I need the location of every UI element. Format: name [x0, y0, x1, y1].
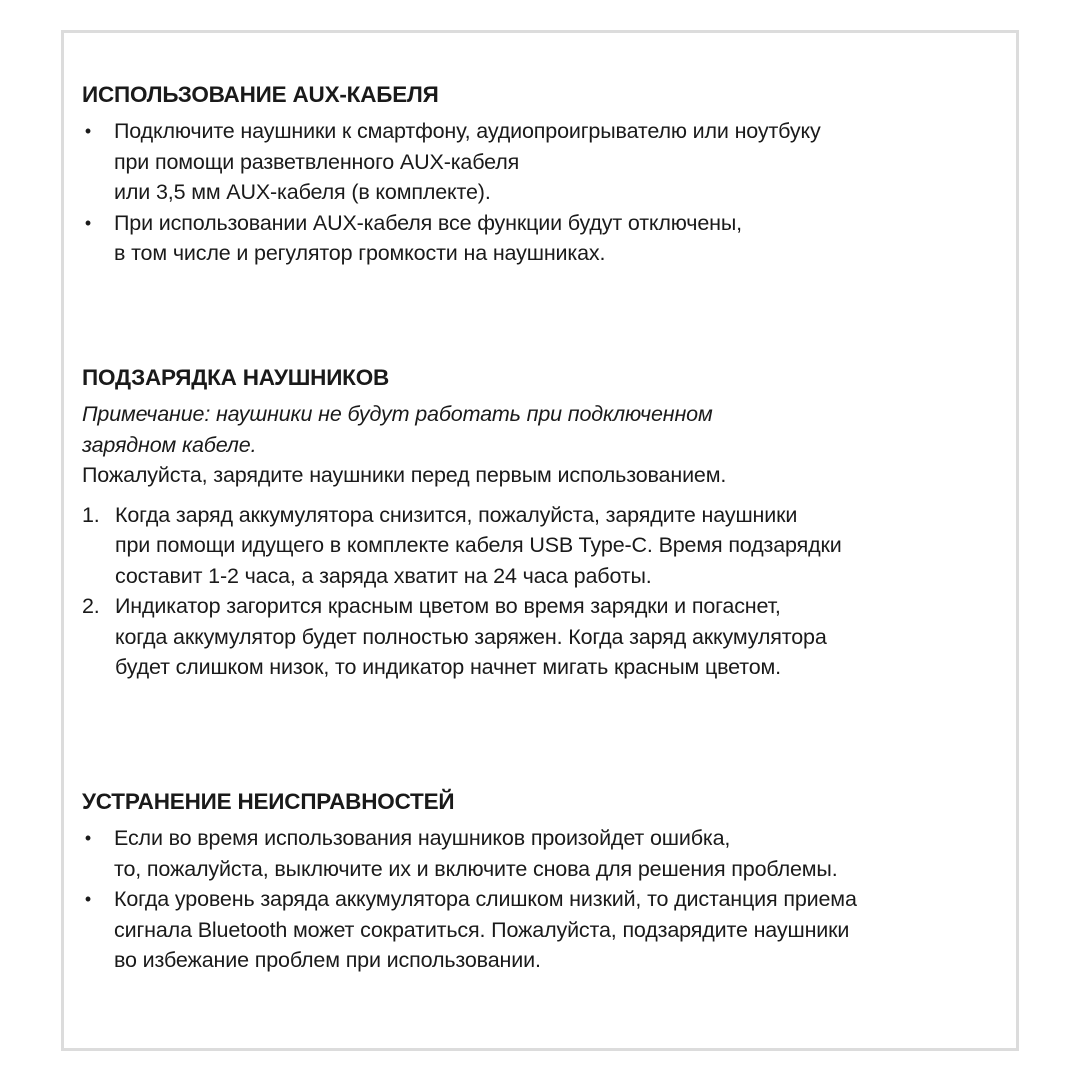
bullet-icon: •: [84, 121, 92, 141]
manual-page-frame: [61, 30, 1019, 1051]
text-line: сигнала Bluetooth может сократиться. Пожалуйста, подзарядите наушники: [114, 917, 850, 942]
list-item: [82, 591, 996, 683]
numbered-list: [82, 500, 996, 683]
text-line: когда аккумулятор будет полностью заряжен. Когда заряд аккумулятора: [115, 624, 827, 649]
list-item: [82, 823, 996, 884]
text-line: будет слишком низок, то индикатор начнет мигать красным цветом.: [115, 655, 781, 679]
text-line: Примечание: наушники не будут работать при подключенном: [82, 402, 713, 426]
bullet-list: [82, 116, 996, 269]
text-line: При использовании AUX-кабеля все функции будут отключены,: [114, 210, 743, 235]
item-number: 1.: [82, 502, 100, 527]
text-line: составит 1-2 часа, а заряда хватит на 24 часа работы.: [115, 563, 652, 588]
list-item: [82, 116, 996, 208]
text-line: Индикатор загорится красным цветом во время зарядки и погаснет,: [115, 594, 781, 618]
section-aux-cable: [82, 80, 996, 269]
item-number: 2.: [82, 594, 100, 618]
text-line: то, пожалуйста, выключите их и включите снова для решения проблемы.: [114, 856, 838, 881]
text-line: Когда заряд аккумулятора снизится, пожалуйста, зарядите наушники: [115, 502, 798, 527]
section-heading: ИСПОЛЬЗОВАНИЕ AUX-КАБЕЛЯ: [82, 82, 439, 107]
section-heading: УСТРАНЕНИЕ НЕИСПРАВНОСТЕЙ: [82, 789, 455, 814]
section-heading: ПОДЗАРЯДКА НАУШНИКОВ: [82, 365, 390, 390]
section-troubleshooting: [82, 787, 996, 976]
text-line: Если во время использования наушников произойдет ошибка,: [114, 826, 731, 850]
list-item: [82, 884, 996, 976]
bullet-icon: •: [84, 889, 92, 909]
section-charging: [82, 363, 996, 683]
text-line: при помощи разветвленного AUX-кабеля: [114, 149, 520, 174]
intro-text: Пожалуйста, зарядите наушники перед первым использованием.: [82, 463, 727, 487]
text-line: во избежание проблем при использовании.: [114, 948, 541, 972]
text-line: или 3,5 мм AUX-кабеля (в комплекте).: [114, 180, 491, 204]
bullet-icon: •: [84, 828, 92, 848]
text-line: Подключите наушники к смартфону, аудиопроигрывателю или ноутбуку: [114, 119, 821, 143]
list-item: [82, 500, 996, 592]
bullet-icon: •: [84, 212, 92, 233]
text-line: зарядном кабеле.: [82, 432, 257, 457]
note-text: [82, 399, 996, 460]
list-item: [82, 208, 996, 269]
text-line: Когда уровень заряда аккумулятора слишком низкий, то дистанция приема: [114, 887, 857, 911]
bullet-list: [82, 823, 996, 976]
text-line: при помощи идущего в комплекте кабеля USB Type-C. Время подзарядки: [115, 533, 842, 557]
text-line: в том числе и регулятор громкости на наушниках.: [114, 241, 606, 265]
